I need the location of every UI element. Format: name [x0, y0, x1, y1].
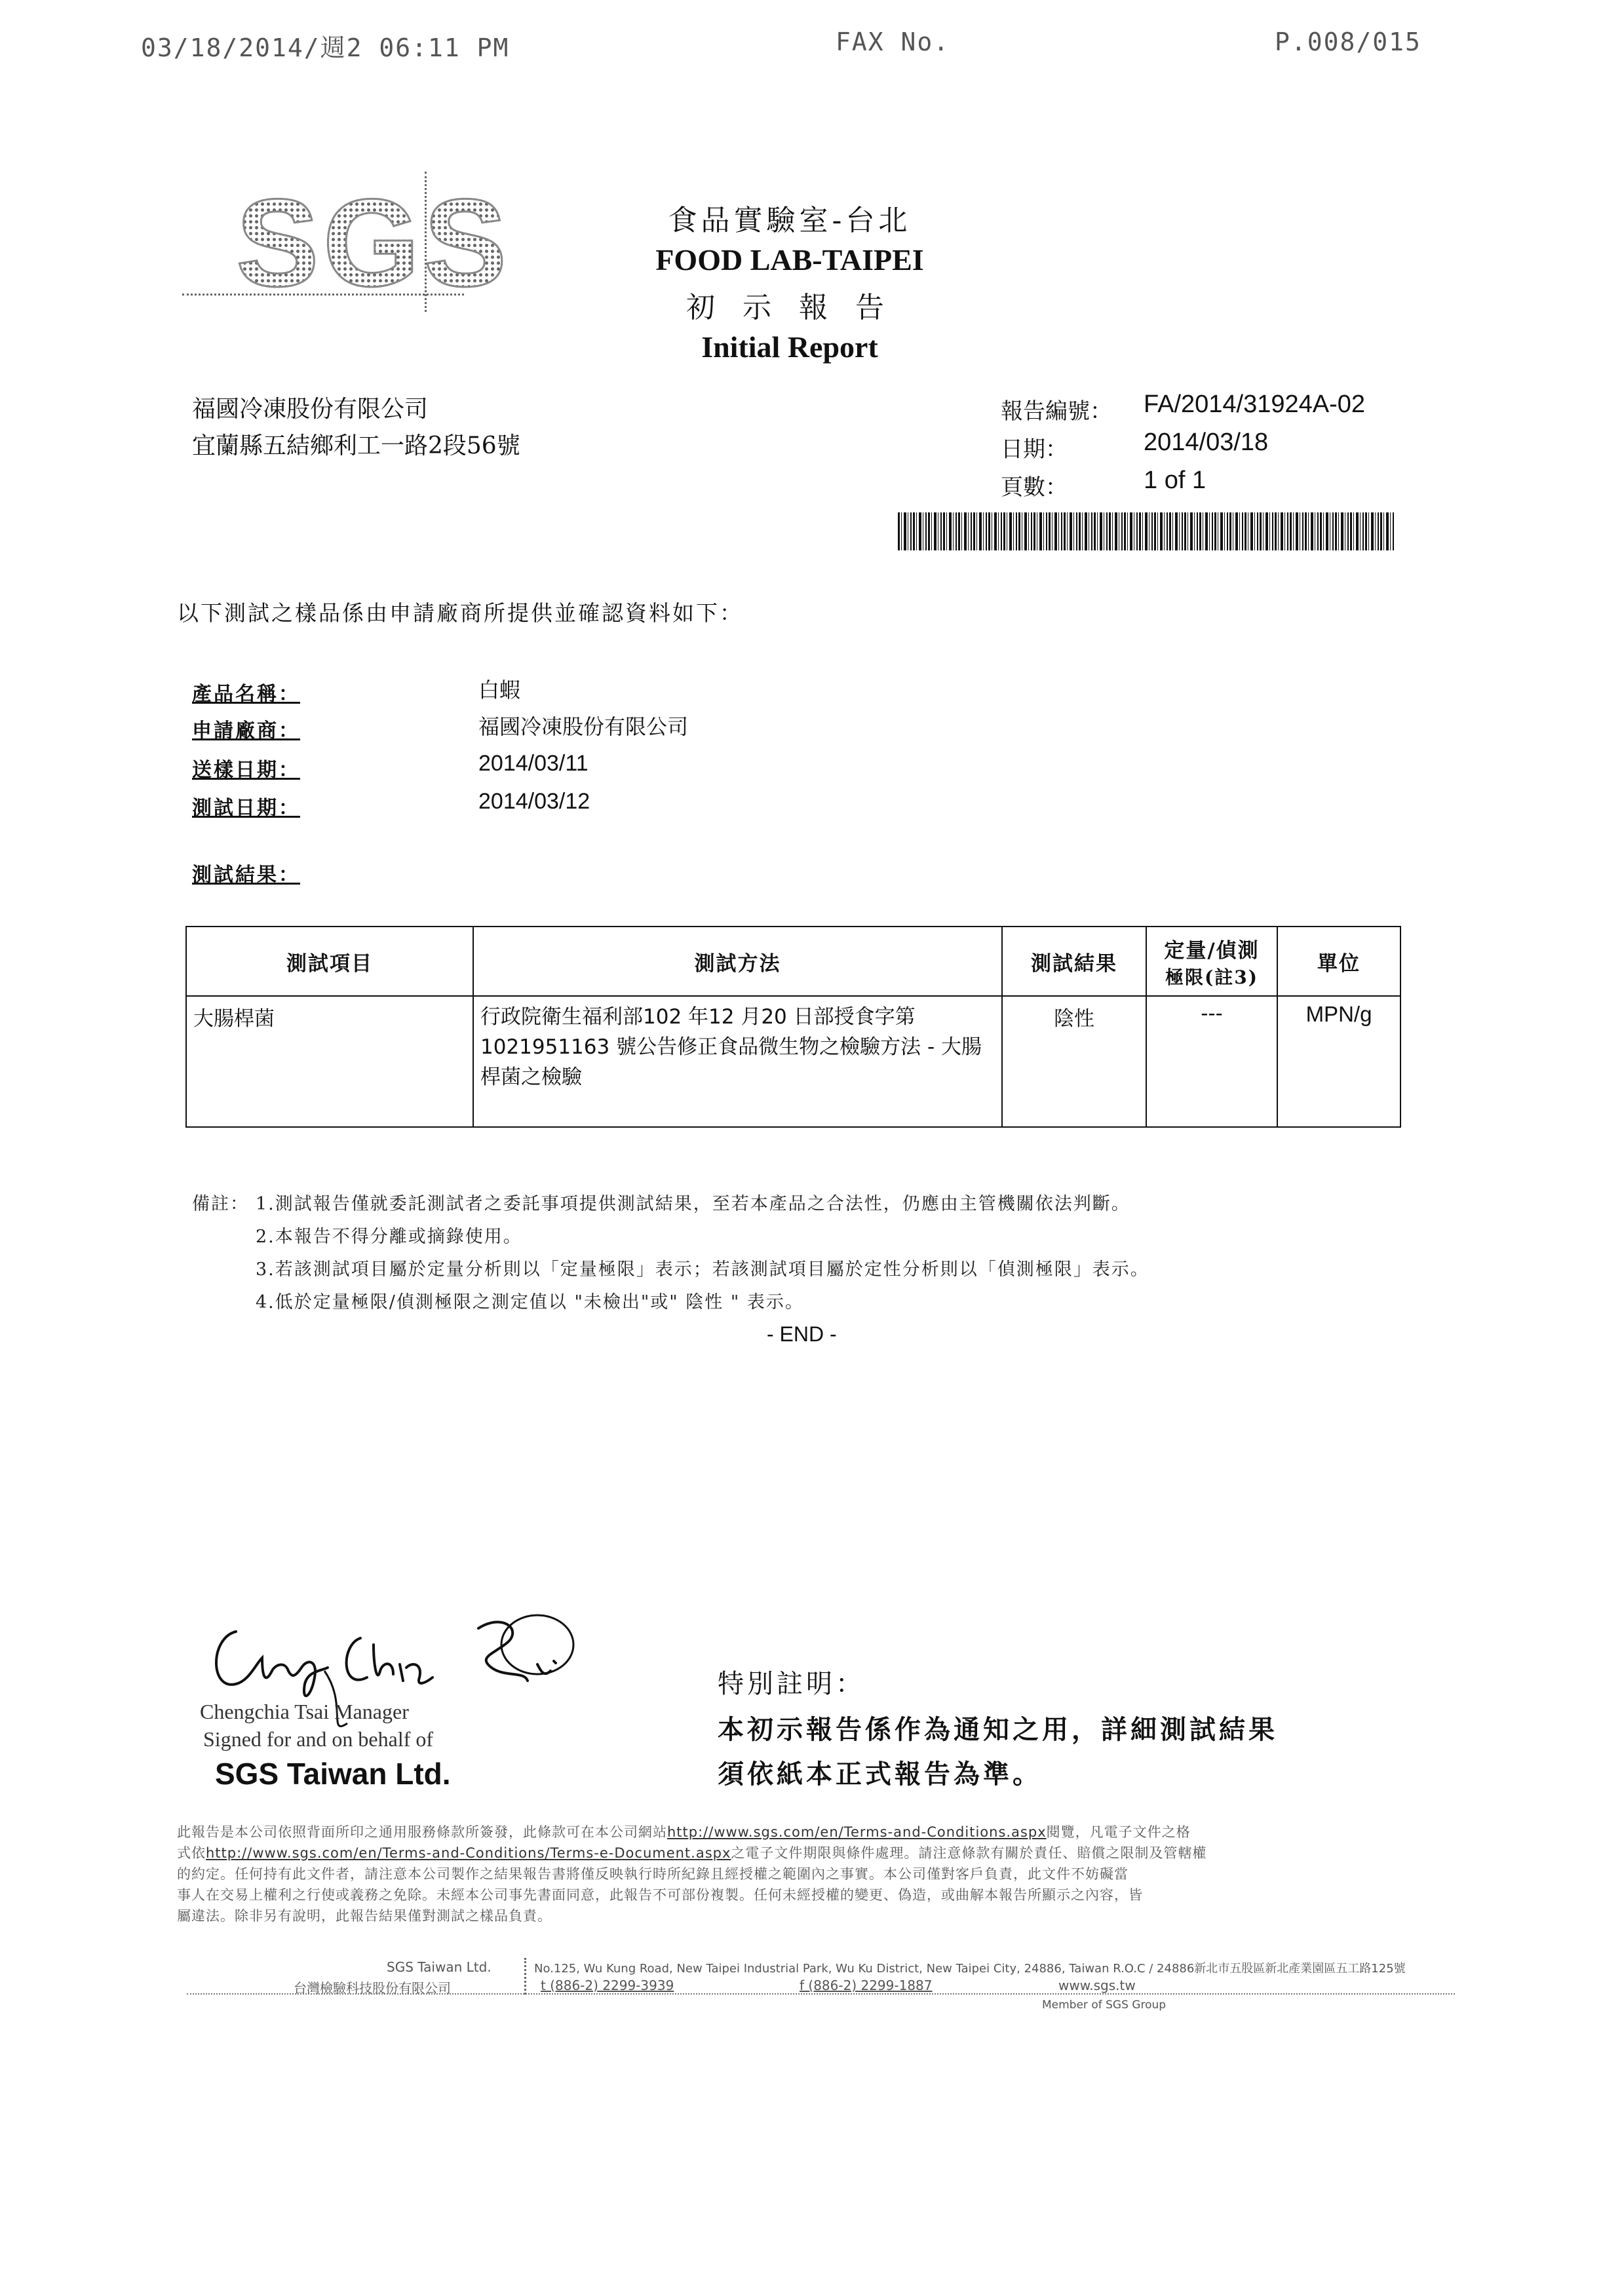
special-note-title: 特別註明：: [718, 1669, 865, 1699]
note-3: 3.若該測試項目屬於定量分析則以「定量極限」表示；若該測試項目屬於定性分析則以「偵測極限」表示。: [256, 1259, 1149, 1280]
cell-test-item: 大腸桿菌: [186, 996, 473, 1127]
sample-date-label: 送樣日期：: [192, 759, 300, 782]
special-note-line1: 本初示報告係作為通知之用，詳細測試結果: [718, 1714, 1278, 1745]
table-row: [186, 996, 1400, 1127]
cell-limit: ---: [1146, 996, 1277, 1127]
footer-divider: [524, 1958, 526, 1995]
signer-name-title: Chengchia Tsai Manager: [200, 1700, 409, 1723]
client-address: 宜蘭縣五結鄉利工一路2段56號: [192, 432, 520, 459]
fine-print-text: 式依: [177, 1845, 206, 1861]
lab-name-en: FOOD LAB-TAIPEI: [655, 243, 924, 277]
e-document-terms-link[interactable]: http://www.sgs.com/en/Terms-and-Conditions/Terms-e-Document.aspx: [206, 1845, 731, 1861]
header-test-item: 測試項目: [186, 927, 473, 996]
fine-print-line-2: [177, 1843, 1207, 1862]
fine-print-line-1: [177, 1822, 1191, 1841]
report-pages-label: 頁數：: [1001, 474, 1068, 501]
report-date-label: 日期：: [1001, 436, 1068, 463]
report-type-zh: 初 示 報 告: [686, 291, 893, 324]
fine-print-text: 閱覽，凡電子文件之格: [1046, 1824, 1191, 1840]
fine-print-line-3: 的約定。任何持有此文件者，請注意本公司製作之結果報告書將僅反映執行時所紀錄且經授權之範圍內之事實。本公司僅對客戶負責，此文件不妨礙當: [177, 1866, 1129, 1882]
footer-rule: [187, 1993, 1455, 1995]
footer-fax: f (886-2) 2299-1887: [800, 1978, 933, 1993]
report-number-label: 報告編號：: [1001, 398, 1112, 425]
product-name-value: 白蝦: [478, 678, 521, 702]
test-date-label: 測試日期：: [192, 797, 300, 820]
signer-company: SGS Taiwan Ltd.: [215, 1757, 451, 1791]
footer-address: No.125, Wu Kung Road, New Taipei Industrial Park, Wu Ku District, New Taipei City, 24886, Taiwan R.O.C / 24886新北市五股區新北產業園區五工路125號: [534, 1962, 1406, 1976]
note-1: 1.測試報告僅就委託測試者之委託事項提供測試結果，至若本產品之合法性，仍應由主管機關依法判斷。: [256, 1194, 1130, 1214]
report-date: 2014/03/18: [1144, 429, 1269, 456]
barcode: [898, 512, 1395, 550]
logo-dotted-divider: [425, 172, 427, 312]
footer-tel: t (886-2) 2299-3939: [541, 1978, 674, 1993]
footer-member: Member of SGS Group: [1042, 1999, 1167, 2012]
results-table: [185, 926, 1401, 1128]
signed-for: Signed for and on behalf of: [203, 1727, 434, 1751]
fax-datetime: 03/18/2014/週2 06:11 PM: [141, 33, 510, 62]
lab-name-zh: 食品實驗室-台北: [668, 204, 912, 237]
applicant-value: 福國冷凍股份有限公司: [478, 714, 689, 739]
report-title: [590, 197, 990, 364]
report-number: FA/2014/31924A-02: [1144, 391, 1366, 418]
logo-dotted-rule: [182, 294, 464, 296]
fine-print-line-4: 事人在交易上權利之行使或義務之免除。未經本公司事先書面同意，此報告不可部份複製。任何未經授權的變更、偽造，或曲解本報告所顯示之內容，皆: [177, 1887, 1143, 1903]
fine-print-text: 此報告是本公司依照背面所印之通用服務條款所簽發，此條款可在本公司網站: [177, 1824, 667, 1840]
cell-unit: MPN/g: [1277, 996, 1400, 1127]
end-mark: - END -: [767, 1322, 837, 1346]
cell-test-result: 陰性: [1002, 996, 1146, 1127]
notes-prefix: 備註：: [192, 1194, 249, 1214]
header-test-method: 測試方法: [473, 927, 1002, 996]
note-4: 4.低於定量極限/偵測極限之測定值以 "未檢出"或" 陰性 " 表示。: [256, 1292, 804, 1312]
report-pages: 1 of 1: [1144, 467, 1207, 494]
special-note-line2: 須依紙本正式報告為準。: [718, 1759, 1042, 1789]
footer-web[interactable]: www.sgs.tw: [1058, 1978, 1136, 1993]
fax-number-label: FAX No.: [836, 28, 950, 56]
header-limit-line2: 極限(註3): [1165, 966, 1258, 988]
fine-print-text: 之電子文件期限與條件處理。請注意條款有關於責任、賠償之限制及管轄權: [731, 1845, 1207, 1861]
sgs-logo-text: SGS: [236, 172, 511, 315]
report-type-en: Initial Report: [701, 330, 878, 364]
header-unit: 單位: [1277, 927, 1400, 996]
terms-link[interactable]: http://www.sgs.com/en/Terms-and-Conditions.aspx: [667, 1824, 1047, 1840]
sample-date-value: 2014/03/11: [478, 751, 589, 776]
applicant-label: 申請廠商：: [192, 719, 300, 742]
header-test-result: 測試結果: [1002, 927, 1146, 996]
sgs-logo: [177, 172, 511, 316]
table-header-row: [186, 927, 1400, 996]
footer-company-en: SGS Taiwan Ltd.: [387, 1959, 492, 1975]
note-2: 2.本報告不得分離或摘錄使用。: [256, 1227, 522, 1247]
header-limit-line1: 定量/偵測: [1164, 938, 1260, 963]
cell-test-method: 行政院衛生福利部102 年12 月20 日部授食字第1021951163 號公告修正食品微生物之檢驗方法 - 大腸桿菌之檢驗: [473, 996, 1002, 1127]
test-date-value: 2014/03/12: [478, 789, 590, 814]
results-label: 測試結果：: [192, 864, 300, 887]
header-limit: [1146, 927, 1277, 996]
fine-print-line-5: 屬違法。除非另有說明，此報告結果僅對測試之樣品負責。: [177, 1908, 552, 1924]
footer-company-zh: 台灣檢驗科技股份有限公司: [294, 1980, 451, 1996]
client-name: 福國冷凍股份有限公司: [192, 396, 429, 423]
fax-page: P.008/015: [1275, 28, 1421, 56]
intro-text: 以下測試之樣品係由申請廠商所提供並確認資料如下：: [177, 600, 743, 626]
product-name-label: 產品名稱：: [192, 683, 300, 706]
